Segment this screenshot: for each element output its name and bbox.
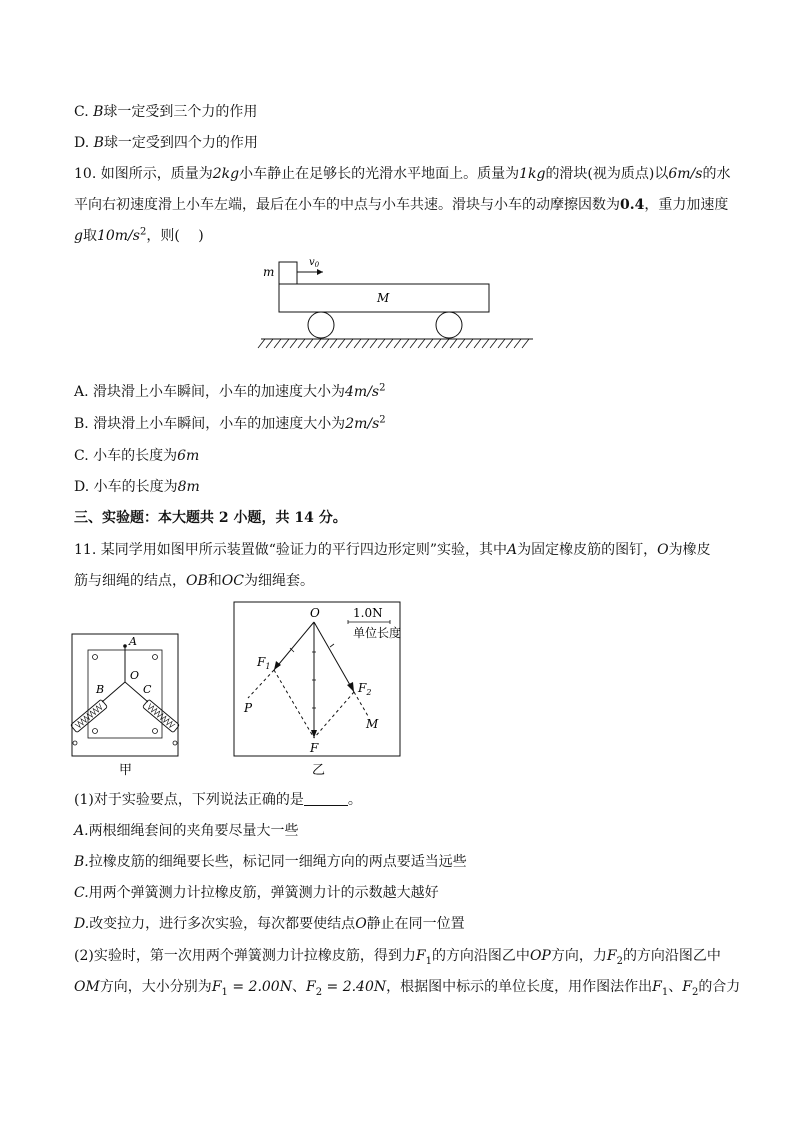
svg-text:F1: $F_1$ [257,655,271,671]
q10-option-d: D. 小车的长度为8m [74,479,200,495]
force-f1 [274,622,314,670]
option-c-prev: C. B球一定受到三个力的作用 [74,104,258,120]
q11-part-2-line-2: OM方向，大小分别为$F_1 = 2.00N$、$F_2 = 2.40N$，根据图中标示的单位长度，用作图法作出$F_1$、$F_2$的合力 [74,979,741,998]
q11-line-2: 筋与细绳的结点，OB和OC为细绳套。 [74,573,314,589]
caption-jia: 甲 [119,763,133,778]
label-m: m [263,265,275,279]
svg-text:O: O [130,669,140,682]
force-f2 [314,622,354,692]
string-ob [102,682,125,702]
q11-part-1: (1)对于实验要点，下列说法正确的是 。 [74,792,362,808]
spring-scale-right [142,699,179,732]
cart-figure [255,252,540,352]
parallelogram-side-2 [314,692,354,738]
svg-text:F2: $F_2$ [358,681,372,697]
svg-text:B: B [96,683,105,696]
svg-text:A: A [129,635,137,648]
ground-hatch [258,339,529,348]
q11-option-a: A.两根细绳套间的夹角要尽量大一些 [74,823,299,839]
caption-yi: 乙 [312,763,326,778]
scale-label: 1.0N [353,606,383,620]
q11-option-d: D.改变拉力，进行多次实验，每次都要使结点O静止在同一位置 [74,916,465,932]
slider-block [279,262,297,284]
parallelogram-side-1 [274,670,314,738]
q10-option-a: A. 滑块滑上小车瞬间，小车的加速度大小为$4m/s^2$ [74,382,386,400]
q11-part-2-line-1: (2)实验时，第一次用两个弹簧测力计拉橡皮筋，得到力$F_1$的方向沿图乙中OP方向，力$F_2$的方向沿图乙中 [74,948,721,967]
unit-length-label: 单位长度 [353,626,402,640]
q10-line-2: 平向右初速度滑上小车左端，最后在小车的中点与小车共速。滑块与小车的动摩擦因数为0.4，重力加速度 [74,197,729,213]
velocity-arrowhead [317,269,323,275]
svg-text:P: P [244,701,253,715]
svg-text:C: C [143,683,152,696]
svg-text:M: M [366,717,379,731]
q10-option-c: C. 小车的长度为6m [74,448,200,464]
q11-line-1: 11. 某同学用如图甲所示装置做“验证力的平行四边形定则”实验，其中A为固定橡皮筋的图钉，O为橡皮 [74,542,711,558]
q11-option-c: C.用两个弹簧测力计拉橡皮筋，弹簧测力计的示数越大越好 [74,885,439,901]
svg-text:O: O [310,606,320,620]
line-op-extension [248,670,274,698]
answer-blank [304,791,348,806]
q10-line-1: 10. 如图所示，质量为2kg小车静止在足够长的光滑水平地面上。质量为1kg的滑块(视为质点)以6m/s的水 [74,166,731,182]
q10-line-3: g取$10m/s^2$，则( ) [74,226,204,244]
svg-text:F: F [310,741,319,755]
wheel-left [308,312,334,338]
spring-scale-left [70,699,107,732]
figure-yi [230,600,405,780]
option-d-prev: D. B球一定受到四个力的作用 [74,135,258,151]
figure-jia [68,630,183,780]
label-v0: $v_0$ [309,257,320,269]
wheel-right [436,312,462,338]
q11-option-b: B.拉橡皮筋的细绳要长些，标记同一细绳方向的两点要适当远些 [74,854,467,870]
section-3-title: 三、实验题：本大题共 2 小题，共 14 分。 [74,510,347,526]
label-M: M [377,291,390,305]
q10-option-b: B. 滑块滑上小车瞬间，小车的加速度大小为$2m/s^2$ [74,414,386,432]
